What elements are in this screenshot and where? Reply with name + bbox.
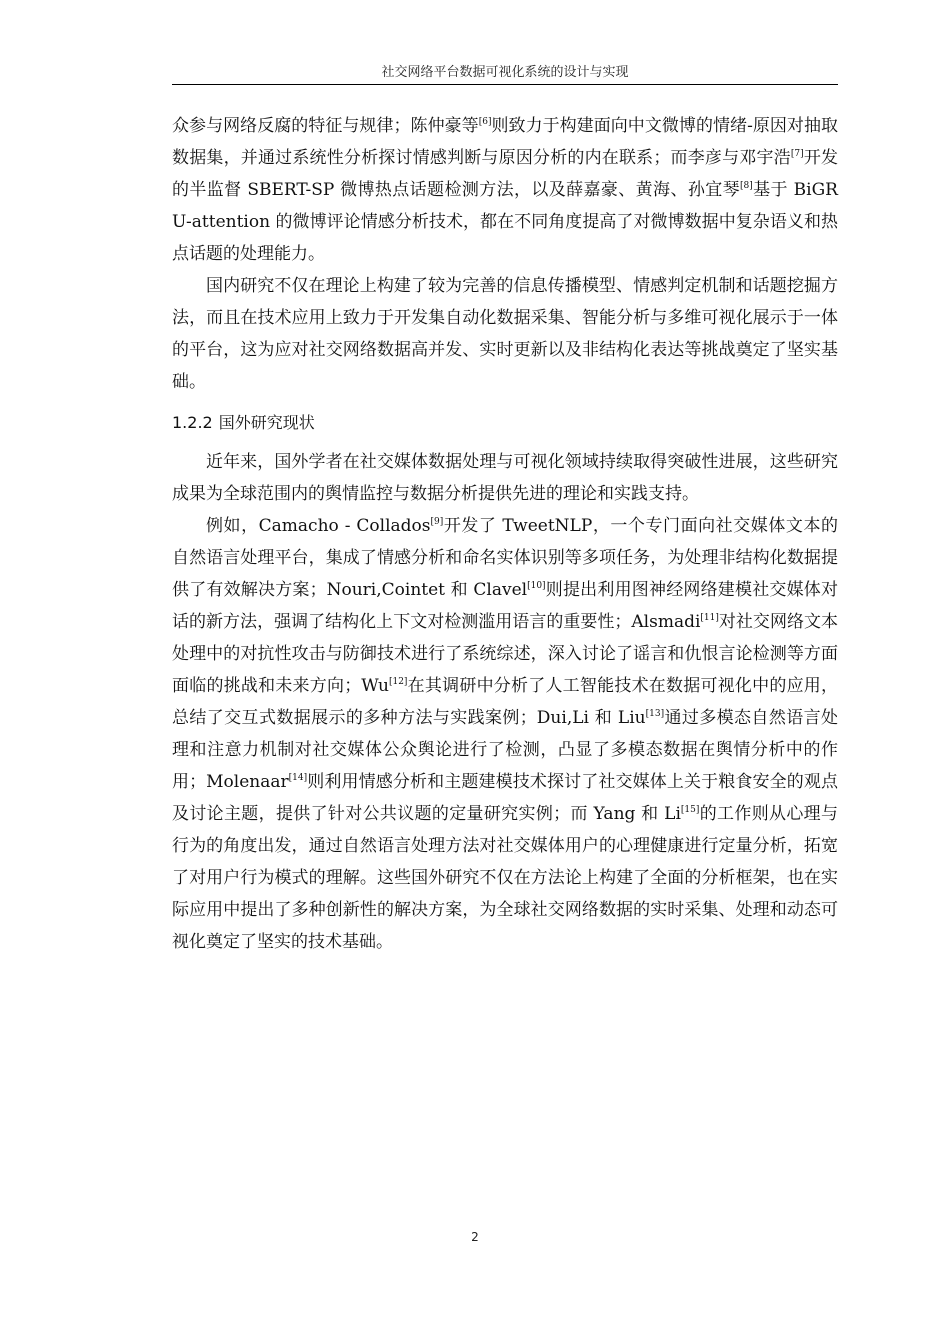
citation-ref: [8] (739, 181, 753, 191)
section-number: 1.2.2 (172, 413, 213, 432)
paragraph-text: 在其调研中分析了人工智能技术在数据可视化中的应用，总结了交互式数据展示的多种方法与实践案例；Dui,Li 和 Liu (172, 676, 839, 728)
running-header: 社交网络平台数据可视化系统的设计与实现 (381, 65, 629, 80)
section-title: 国外研究现状 (218, 413, 315, 432)
citation-ref: [9] (430, 517, 444, 527)
paragraph-text: 的工作则从心理与行为的角度出发，通过自然语言处理方法对社交媒体用户的心理健康进行定量分析，拓宽了对用户行为模式的理解。这些国外研究不仅在方法论上构建了全面的分析框架，也在实际应用中提出了多种创新性的解决方案，为全球社交网络数据的实时采集、处理和动态可视化奠定了坚实的技术基础。 (172, 804, 839, 952)
paragraph-domestic-continued (172, 110, 838, 270)
citation-ref: [6] (478, 117, 492, 127)
paragraph-text: 则致力于构建面向中文微博的情绪-原因对抽取数据集，并通过系统性分析探讨情感判断与原因分析的内在联系；而李彦与邓宇浩 (172, 116, 839, 168)
citation-ref: [11] (700, 613, 719, 623)
header-divider (172, 84, 838, 85)
paragraph-foreign-examples (172, 510, 838, 958)
paragraph-foreign-intro: 近年来，国外学者在社交媒体数据处理与可视化领域持续取得突破性进展，这些研究成果为全球范围内的舆情监控与数据分析提供先进的理论和实践支持。 (172, 452, 838, 504)
paragraph-text: 基于 BiGRU-attention 的微博评论情感分析技术，都在不同角度提高了对微博数据中复杂语义和热点话题的处理能力。 (172, 180, 838, 264)
paragraph-text: 例如，Camacho - Collados (206, 516, 431, 536)
citation-ref: [13] (645, 709, 665, 719)
citation-ref: [15] (680, 805, 700, 815)
paragraph-text: 对社交网络文本处理中的对抗性攻击与防御技术进行了系统综述，深入讨论了谣言和仇恨言论检测等方面面临的挑战和未来方向；Wu (172, 612, 838, 696)
paragraph-text: 开发的半监督 SBERT-SP 微博热点话题检测方法，以及薛嘉豪、黄海、孙宜琴 (172, 148, 839, 200)
paragraph-text: 通过多模态自然语言处理和注意力机制对社交媒体公众舆论进行了检测，凸显了多模态数据在舆情分析中的作用；Molenaar (172, 708, 838, 792)
page-body (172, 110, 838, 958)
section-heading (172, 408, 838, 438)
citation-ref: [14] (288, 773, 308, 783)
citation-ref: [10] (527, 581, 546, 591)
citation-ref: [7] (790, 149, 804, 159)
page-number: 2 (471, 1230, 479, 1244)
paragraph-domestic-summary: 国内研究不仅在理论上构建了较为完善的信息传播模型、情感判定机制和话题挖掘方法，而且在技术应用上致力于开发集自动化数据采集、智能分析与多维可视化展示于一体的平台，这为应对社交网络数据高并发、实时更新以及非结构化表达等挑战奠定了坚实基础。 (172, 276, 838, 392)
paragraph-text: 则利用情感分析和主题建模技术探讨了社交媒体上关于粮食安全的观点及讨论主题，提供了针对公共议题的定量研究实例；而 Yang 和 Li (172, 772, 838, 824)
paragraph-text: 众参与网络反腐的特征与规律；陈仲豪等 (172, 116, 479, 136)
paragraph-text: 开发了 TweetNLP，一个专门面向社交媒体文本的自然语言处理平台，集成了情感分析和命名实体识别等多项任务，为处理非结构化数据提供了有效解决方案；Nouri,Cointet 和 Clavel (172, 516, 838, 600)
citation-ref: [12] (388, 677, 408, 687)
paragraph-text: 则提出利用图神经网络建模社交媒体对话的新方法，强调了结构化上下文对检测滥用语言的重要性；Alsmadi (172, 580, 839, 632)
